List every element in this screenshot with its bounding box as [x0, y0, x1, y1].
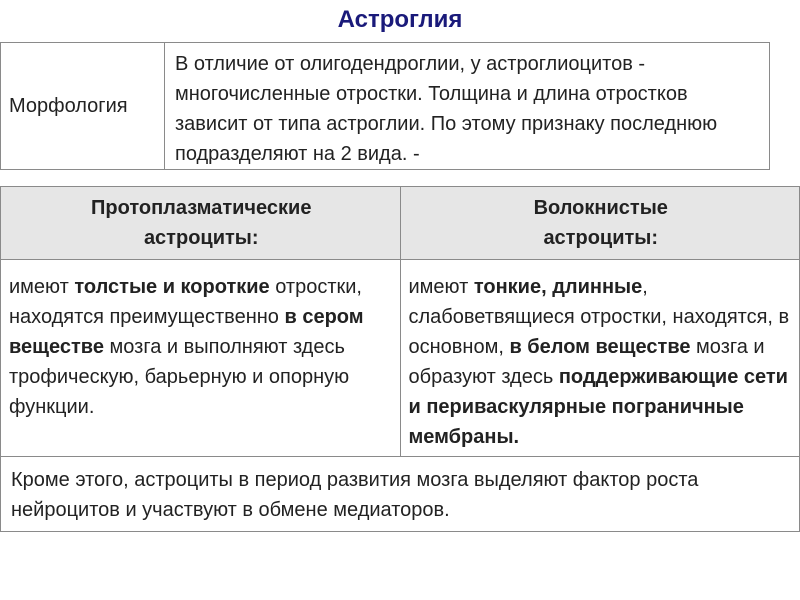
protoplasmic-header [1, 187, 401, 260]
bold-text: в белом веществе [509, 336, 691, 358]
astrocyte-types-table [0, 186, 800, 532]
fibrous-header-line1: Волокнистые [533, 197, 668, 219]
fibrous-header-line2: астроциты: [543, 227, 659, 249]
footer-note: Кроме этого, астроциты в период развития мозга выделяют фактор роста нейроцитов и участвуют в обмене медиаторов. [1, 457, 800, 532]
text: имеют [9, 276, 75, 298]
text: мозга и выполняют здесь трофическую, барьерную и опорную функции. [9, 336, 350, 418]
bold-text: толстые и короткие [74, 276, 270, 298]
bold-text: поддерживающие сети и периваскулярные пограничные мембраны. [408, 366, 788, 448]
text: , слабоветвящиеся отростки, находятся, в основном, [408, 276, 790, 358]
protoplasmic-header-line2: астроциты: [143, 227, 259, 249]
page-title: Астроглия [337, 6, 463, 33]
text: мозга и образуют здесь [408, 336, 765, 388]
bold-text: тонкие, длинные [473, 276, 643, 298]
fibrous-description [400, 260, 800, 457]
text: имеют [408, 276, 474, 298]
fibrous-header [400, 187, 800, 260]
morphology-table [0, 42, 770, 170]
bold-text: в сером веществе [9, 306, 364, 358]
protoplasmic-header-line1: Протоплазматические [91, 197, 312, 219]
morphology-label: Морфология [1, 43, 165, 170]
text: отростки, находятся преимущественно [9, 276, 362, 328]
morphology-text: В отличие от олигодендроглии, у астроглиоцитов - многочисленные отростки. Толщина и длина отростков зависит от типа астроглии. По этому признаку последнюю подразделяют на 2 вида. - [165, 43, 770, 170]
protoplasmic-description [1, 260, 401, 457]
